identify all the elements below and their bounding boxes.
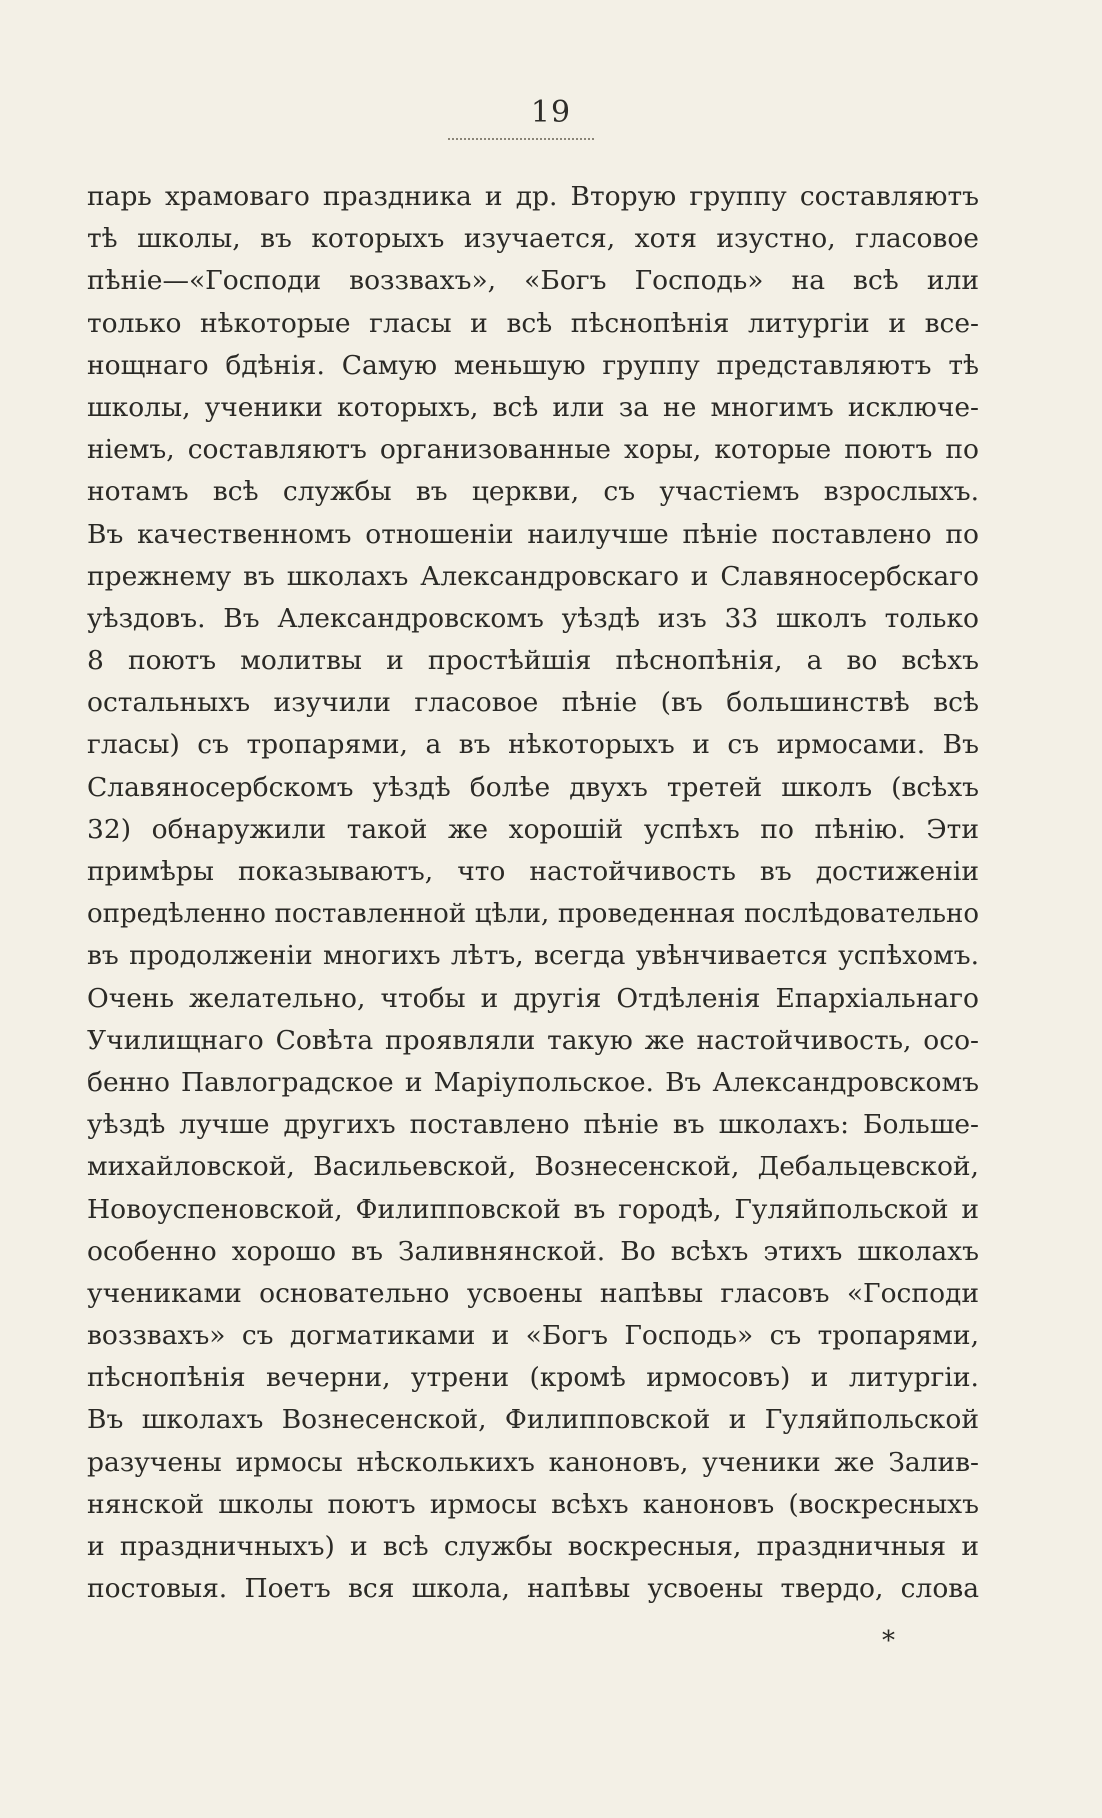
text-line: и праздничныхъ) и всѣ службы воскресныя, праздничныя и — [87, 1531, 979, 1562]
header-rule — [448, 138, 594, 140]
text-line: нянской школы поютъ ирмосы всѣхъ каноновъ (воскресныхъ — [87, 1488, 979, 1520]
text-line: нотамъ всѣ службы въ церкви, съ участіемъ взрослыхъ. — [87, 476, 979, 508]
text-line: учениками основательно усвоены напѣвы гласовъ «Господи — [87, 1277, 979, 1309]
text-line: воззвахъ» съ догматиками и «Богъ Господь» съ тропарями, — [87, 1320, 979, 1352]
text-line: Училищнаго Совѣта проявляли такую же настойчивость, осо- — [87, 1024, 979, 1056]
text-line: михайловской, Васильевской, Вознесенской, Дебальцевской, — [87, 1151, 979, 1183]
text-line: только нѣкоторые гласы и всѣ пѣснопѣнія литургіи и все- — [87, 307, 979, 339]
text-line: Въ школахъ Вознесенской, Филипповской и Гуляйпольской — [87, 1404, 979, 1436]
body-text — [87, 176, 979, 1610]
text-line: въ продолженіи многихъ лѣтъ, всегда увѣнчивается успѣхомъ. — [87, 940, 979, 972]
text-line: Въ качественномъ отношеніи наилучше пѣніе поставлено по — [87, 518, 979, 550]
text-line: Славяносербскомъ уѣздѣ болѣе двухъ третей школъ (всѣхъ — [87, 771, 979, 803]
text-line: школы, ученики которыхъ, всѣ или за не многимъ исключе- — [87, 391, 979, 423]
text-line: пѣніе—«Господи воззвахъ», «Богъ Господь» на всѣ или — [87, 265, 979, 297]
text-line: уѣздѣ лучше другихъ поставлено пѣніе въ школахъ: Больше- — [87, 1109, 979, 1141]
text-line: 32) обнаружили такой же хорошій успѣхъ по пѣнію. Эти — [87, 813, 979, 845]
text-line: пѣснопѣнія вечерни, утрени (кромѣ ирмосовъ) и литургіи. — [87, 1362, 979, 1394]
text-line: тѣ школы, въ которыхъ изучается, хотя изустно, гласовое — [87, 223, 979, 255]
text-line: гласы) съ тропарями, а въ нѣкоторыхъ и съ ирмосами. Въ — [87, 729, 979, 761]
text-line: постовыя. Поетъ вся школа, напѣвы усвоены твердо, слова — [87, 1573, 979, 1605]
text-line: 8 поютъ молитвы и простѣйшія пѣснопѣнія, а во всѣхъ — [87, 645, 979, 677]
text-line: бенно Павлоградское и Маріупольское. Въ Александровскомъ — [87, 1066, 979, 1098]
signature-mark: * — [882, 1626, 895, 1656]
text-line: нощнаго бдѣнія. Самую меньшую группу представляютъ тѣ — [87, 349, 979, 381]
text-line: уѣздовъ. Въ Александровскомъ уѣздѣ изъ 33 школъ только — [87, 602, 979, 634]
page-number: 19 — [530, 95, 572, 130]
text-line: разучены ирмосы нѣсколькихъ каноновъ, ученики же Залив- — [87, 1446, 979, 1478]
text-line: опредѣленно поставленной цѣли, проведенная послѣдовательно — [87, 899, 979, 930]
text-line: особенно хорошо въ Заливнянской. Во всѣхъ этихъ школахъ — [87, 1235, 979, 1267]
text-line: ніемъ, составляютъ организованные хоры, которые поютъ по — [87, 434, 979, 466]
text-line: примѣры показываютъ, что настойчивость въ достиженіи — [87, 856, 979, 887]
text-line: парь храмоваго праздника и др. Вторую группу составляютъ — [87, 181, 979, 212]
text-line: Очень желательно, чтобы и другія Отдѣленія Епархіальнаго — [87, 982, 979, 1014]
text-line: прежнему въ школахъ Александровскаго и Славяносербскаго — [87, 560, 979, 592]
text-line: Новоуспеновской, Филипповской въ городѣ, Гуляйпольской и — [87, 1193, 979, 1225]
text-line: остальныхъ изучили гласовое пѣніе (въ большинствѣ всѣ — [87, 687, 979, 719]
